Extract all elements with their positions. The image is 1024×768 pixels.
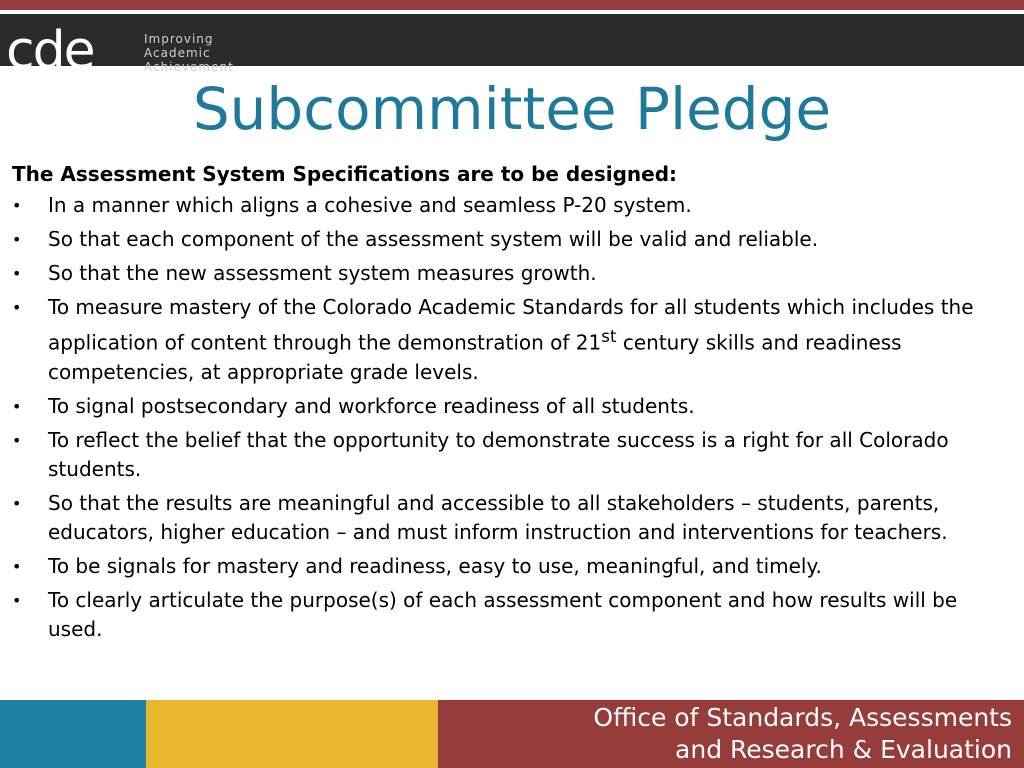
cde-logo: cde [6,21,94,81]
bullet-item [12,552,1012,581]
top-accent-stripe [0,0,1024,10]
bullet-dot-icon: • [12,264,22,283]
bullet-text: So that the results are meaningful and accessible to all stakeholders – students, parents, educators, higher education – and must inform instruction and interventions for teachers. [48,490,948,544]
bullet-dot-icon: • [12,298,22,317]
bullet-text: So that the new assessment system measures growth. [48,261,597,285]
bullet-text: To signal postsecondary and workforce readiness of all students. [48,393,695,418]
bullet-text: To be signals for mastery and readiness, easy to use, meaningful, and timely. [48,553,822,578]
tagline-line-1: Improving [144,32,214,46]
bullet-item [12,392,1012,421]
footer-gold-block [146,700,438,768]
bullet-dot-icon: • [12,196,22,215]
footer-office-name [593,702,1012,766]
slide-title: Subcommittee Pledge [192,75,832,143]
bullet-text: To measure mastery of the Colorado Academic Standards for all students which includes the application of content through the demonstration of 21 [48,295,974,355]
bullet-dot-icon: • [12,493,22,513]
footer-line-2: and Research & Evaluation [675,735,1012,764]
slide-content [12,160,1012,649]
bullet-item [12,259,1012,288]
bullet-text: In a manner which aligns a cohesive and seamless P-20 system. [48,193,692,217]
logo-tagline [144,32,264,74]
tagline-line-2: Academic [144,46,211,60]
bullet-dot-icon: • [12,230,22,249]
bullet-item [12,426,1012,484]
bullet-item [12,293,1012,387]
bullet-dot-icon: • [12,590,22,610]
lead-sentence: The Assessment System Specifications are to be designed: [12,162,678,186]
bullet-text: So that each component of the assessment system will be valid and reliable. [48,227,819,251]
bullet-dot-icon: • [12,430,22,450]
tagline-line-3: Achievement [144,60,234,74]
bullet-item [12,191,1012,220]
bullet-text-continuation: century skills and readiness competencies, at appropriate grade levels. [48,330,902,384]
superscript-st: st [601,327,617,346]
bullet-item [12,586,1012,644]
bullet-dot-icon: • [12,396,22,416]
bullet-item [12,489,1012,547]
bullet-item [12,225,1012,254]
bullet-list [12,191,1012,644]
bullet-dot-icon: • [12,556,22,576]
footer-line-1: Office of Standards, Assessments [593,703,1012,732]
header-band [0,14,1024,81]
bullet-text: To reflect the belief that the opportunity to demonstrate success is a right for all Colorado students. [48,427,949,481]
bullet-text: To clearly articulate the purpose(s) of each assessment component and how results will be used. [48,587,958,641]
footer-teal-block [0,700,146,768]
